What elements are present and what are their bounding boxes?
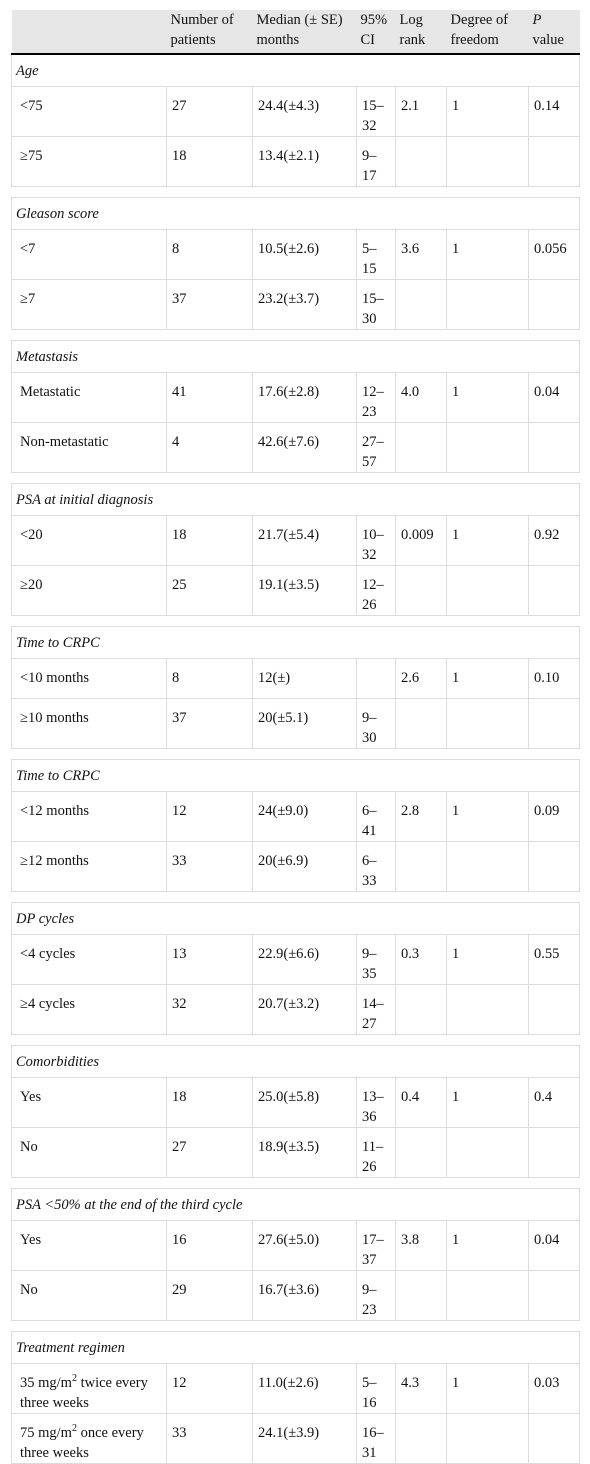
cell-log-rank: 4.3 — [396, 1364, 447, 1414]
cell-label: No — [12, 1128, 167, 1178]
header-value: value — [532, 32, 564, 48]
cell-df: 1 — [447, 230, 529, 280]
cell-median: 20(±5.1) — [253, 699, 357, 749]
section-row — [12, 1189, 580, 1221]
spacer-row — [12, 892, 580, 903]
cell-log-rank — [396, 985, 447, 1035]
cell-number: 12 — [167, 1364, 253, 1414]
cell-median: 24.4(±4.3) — [253, 87, 357, 137]
table-row — [12, 1221, 580, 1271]
spacer-row — [12, 1321, 580, 1332]
section-title: Treatment regimen — [12, 1332, 580, 1364]
header-degree-of-freedom: Degree of freedom — [447, 10, 529, 54]
cell-label: Non-metastatic — [12, 423, 167, 473]
cell-ci: 5–15 — [357, 230, 396, 280]
spacer-row — [12, 749, 580, 760]
table-body — [12, 54, 580, 1464]
cell-p-value — [529, 842, 580, 892]
label-schedule: once every three weeks — [20, 1425, 144, 1461]
cell-p-value — [529, 1271, 580, 1321]
section-title: Metastasis — [12, 341, 580, 373]
cell-df: 1 — [447, 87, 529, 137]
cell-median: 23.2(±3.7) — [253, 280, 357, 330]
cell-median: 11.0(±2.6) — [253, 1364, 357, 1414]
spacer-row — [12, 473, 580, 484]
cell-df — [447, 1414, 529, 1464]
table-row — [12, 985, 580, 1035]
cell-median: 12(±) — [253, 659, 357, 699]
table-row — [12, 792, 580, 842]
cell-df: 1 — [447, 935, 529, 985]
cell-df — [447, 566, 529, 616]
cell-label: ≥12 months — [12, 842, 167, 892]
section-title: Time to CRPC — [12, 760, 580, 792]
section-title: Age — [12, 54, 580, 87]
cell-df — [447, 1128, 529, 1178]
cell-label: ≥75 — [12, 137, 167, 187]
table-row — [12, 230, 580, 280]
cell-log-rank: 0.009 — [396, 516, 447, 566]
cell-df — [447, 699, 529, 749]
spacer-row — [12, 330, 580, 341]
cell-ci: 15–32 — [357, 87, 396, 137]
cell-p-value: 0.55 — [529, 935, 580, 985]
cell-label: ≥10 months — [12, 699, 167, 749]
cell-log-rank: 0.3 — [396, 935, 447, 985]
cell-ci: 9–17 — [357, 137, 396, 187]
cell-label: No — [12, 1271, 167, 1321]
cell-df — [447, 842, 529, 892]
header-median: Median (± SE) months — [253, 10, 357, 54]
spacer-row — [12, 1178, 580, 1189]
cell-log-rank — [396, 699, 447, 749]
cell-ci: 15–30 — [357, 280, 396, 330]
cell-number: 27 — [167, 1128, 253, 1178]
cell-df: 1 — [447, 1364, 529, 1414]
cell-df: 1 — [447, 792, 529, 842]
section-row — [12, 341, 580, 373]
cell-number: 33 — [167, 1414, 253, 1464]
cell-median: 42.6(±7.6) — [253, 423, 357, 473]
spacer-cell — [12, 330, 580, 341]
section-title: PSA <50% at the end of the third cycle — [12, 1189, 580, 1221]
cell-number: 27 — [167, 87, 253, 137]
spacer-row — [12, 616, 580, 627]
table-row — [12, 1271, 580, 1321]
label-dose: 35 mg/m — [20, 1375, 72, 1391]
cell-median: 22.9(±6.6) — [253, 935, 357, 985]
cell-median: 13.4(±2.1) — [253, 137, 357, 187]
spacer-row — [12, 187, 580, 198]
cell-p-value — [529, 1128, 580, 1178]
spacer-cell — [12, 1321, 580, 1332]
survival-table — [11, 10, 580, 1464]
cell-df — [447, 137, 529, 187]
cell-label: Metastatic — [12, 373, 167, 423]
cell-number: 4 — [167, 423, 253, 473]
section-row — [12, 54, 580, 87]
cell-ci: 9–30 — [357, 699, 396, 749]
cell-label: <4 cycles — [12, 935, 167, 985]
section-row — [12, 1332, 580, 1364]
header-p: P — [532, 12, 542, 28]
label-superscript: 2 — [71, 1373, 77, 1385]
section-row — [12, 1046, 580, 1078]
cell-median: 24.1(±3.9) — [253, 1414, 357, 1464]
table-row — [12, 280, 580, 330]
header-number-of-patients: Number of patients — [167, 10, 253, 54]
cell-label — [12, 1364, 167, 1414]
table-row — [12, 1414, 580, 1464]
cell-df: 1 — [447, 1078, 529, 1128]
table-row — [12, 1364, 580, 1414]
section-title: PSA at initial diagnosis — [12, 484, 580, 516]
cell-label: ≥4 cycles — [12, 985, 167, 1035]
spacer-cell — [12, 749, 580, 760]
cell-number: 37 — [167, 280, 253, 330]
cell-df: 1 — [447, 516, 529, 566]
cell-p-value — [529, 566, 580, 616]
cell-median: 10.5(±2.6) — [253, 230, 357, 280]
header-blank — [12, 10, 167, 54]
cell-number: 16 — [167, 1221, 253, 1271]
table-row — [12, 516, 580, 566]
cell-number: 12 — [167, 792, 253, 842]
cell-ci: 14–27 — [357, 985, 396, 1035]
cell-log-rank — [396, 137, 447, 187]
spacer-cell — [12, 1178, 580, 1189]
cell-df — [447, 423, 529, 473]
header-log-rank: Log rank — [396, 10, 447, 54]
cell-ci: 10–32 — [357, 516, 396, 566]
cell-df — [447, 1271, 529, 1321]
cell-p-value — [529, 1414, 580, 1464]
cell-p-value — [529, 699, 580, 749]
cell-label: <20 — [12, 516, 167, 566]
cell-median: 18.9(±3.5) — [253, 1128, 357, 1178]
label-schedule: twice every three weeks — [20, 1375, 148, 1411]
cell-log-rank: 4.0 — [396, 373, 447, 423]
cell-number: 33 — [167, 842, 253, 892]
cell-number: 13 — [167, 935, 253, 985]
table-row — [12, 935, 580, 985]
cell-label: Yes — [12, 1078, 167, 1128]
cell-ci: 6–33 — [357, 842, 396, 892]
cell-log-rank — [396, 1128, 447, 1178]
cell-log-rank — [396, 280, 447, 330]
cell-number: 41 — [167, 373, 253, 423]
cell-log-rank — [396, 1271, 447, 1321]
section-row — [12, 903, 580, 935]
label-superscript: 2 — [71, 1423, 77, 1435]
cell-number: 32 — [167, 985, 253, 1035]
header-ci: 95% CI — [357, 10, 396, 54]
cell-p-value: 0.04 — [529, 1221, 580, 1271]
cell-median: 17.6(±2.8) — [253, 373, 357, 423]
cell-log-rank — [396, 566, 447, 616]
cell-number: 18 — [167, 137, 253, 187]
cell-p-value: 0.4 — [529, 1078, 580, 1128]
cell-p-value: 0.10 — [529, 659, 580, 699]
cell-number: 8 — [167, 659, 253, 699]
cell-label: <10 months — [12, 659, 167, 699]
cell-log-rank: 3.6 — [396, 230, 447, 280]
cell-number: 18 — [167, 1078, 253, 1128]
table-row — [12, 87, 580, 137]
header-row — [12, 10, 580, 54]
cell-ci: 12–26 — [357, 566, 396, 616]
cell-p-value: 0.92 — [529, 516, 580, 566]
cell-log-rank — [396, 423, 447, 473]
table-row — [12, 659, 580, 699]
cell-log-rank: 0.4 — [396, 1078, 447, 1128]
cell-label: ≥20 — [12, 566, 167, 616]
table-row — [12, 1078, 580, 1128]
cell-median: 16.7(±3.6) — [253, 1271, 357, 1321]
cell-ci: 11–26 — [357, 1128, 396, 1178]
cell-p-value — [529, 280, 580, 330]
cell-ci: 12–23 — [357, 373, 396, 423]
section-title: Gleason score — [12, 198, 580, 230]
cell-number: 37 — [167, 699, 253, 749]
spacer-cell — [12, 473, 580, 484]
spacer-row — [12, 1035, 580, 1046]
cell-p-value: 0.056 — [529, 230, 580, 280]
table-row — [12, 842, 580, 892]
section-row — [12, 627, 580, 659]
cell-p-value: 0.14 — [529, 87, 580, 137]
cell-label: <75 — [12, 87, 167, 137]
cell-log-rank: 2.1 — [396, 87, 447, 137]
cell-log-rank: 3.8 — [396, 1221, 447, 1271]
cell-ci: 9–23 — [357, 1271, 396, 1321]
cell-median: 27.6(±5.0) — [253, 1221, 357, 1271]
cell-p-value: 0.04 — [529, 373, 580, 423]
cell-ci: 9–35 — [357, 935, 396, 985]
cell-median: 19.1(±3.5) — [253, 566, 357, 616]
cell-df: 1 — [447, 659, 529, 699]
section-row — [12, 198, 580, 230]
cell-ci: 17–37 — [357, 1221, 396, 1271]
cell-ci: 6–41 — [357, 792, 396, 842]
cell-number: 18 — [167, 516, 253, 566]
cell-median: 25.0(±5.8) — [253, 1078, 357, 1128]
cell-ci: 16–31 — [357, 1414, 396, 1464]
cell-ci: 5–16 — [357, 1364, 396, 1414]
cell-number: 25 — [167, 566, 253, 616]
section-row — [12, 484, 580, 516]
cell-log-rank: 2.6 — [396, 659, 447, 699]
cell-ci: 27–57 — [357, 423, 396, 473]
cell-label: Yes — [12, 1221, 167, 1271]
cell-log-rank — [396, 1414, 447, 1464]
cell-p-value — [529, 137, 580, 187]
table-row — [12, 373, 580, 423]
section-row — [12, 760, 580, 792]
cell-median: 21.7(±5.4) — [253, 516, 357, 566]
label-dose: 75 mg/m — [20, 1425, 72, 1441]
section-title: DP cycles — [12, 903, 580, 935]
cell-ci — [357, 659, 396, 699]
spacer-cell — [12, 616, 580, 627]
cell-df — [447, 985, 529, 1035]
cell-p-value — [529, 985, 580, 1035]
cell-median: 20.7(±3.2) — [253, 985, 357, 1035]
cell-df — [447, 280, 529, 330]
cell-p-value: 0.09 — [529, 792, 580, 842]
cell-number: 29 — [167, 1271, 253, 1321]
cell-p-value: 0.03 — [529, 1364, 580, 1414]
cell-label: ≥7 — [12, 280, 167, 330]
header-p-value — [529, 10, 580, 54]
table-row — [12, 566, 580, 616]
table-row — [12, 423, 580, 473]
cell-label: <12 months — [12, 792, 167, 842]
spacer-cell — [12, 187, 580, 198]
table-row — [12, 137, 580, 187]
cell-log-rank — [396, 842, 447, 892]
section-title: Comorbidities — [12, 1046, 580, 1078]
cell-label: <7 — [12, 230, 167, 280]
cell-ci: 13–36 — [357, 1078, 396, 1128]
cell-df: 1 — [447, 1221, 529, 1271]
table-row — [12, 699, 580, 749]
section-title: Time to CRPC — [12, 627, 580, 659]
cell-median: 20(±6.9) — [253, 842, 357, 892]
cell-label — [12, 1414, 167, 1464]
spacer-cell — [12, 1035, 580, 1046]
cell-median: 24(±9.0) — [253, 792, 357, 842]
cell-log-rank: 2.8 — [396, 792, 447, 842]
cell-p-value — [529, 423, 580, 473]
cell-df: 1 — [447, 373, 529, 423]
cell-number: 8 — [167, 230, 253, 280]
spacer-cell — [12, 892, 580, 903]
table-row — [12, 1128, 580, 1178]
